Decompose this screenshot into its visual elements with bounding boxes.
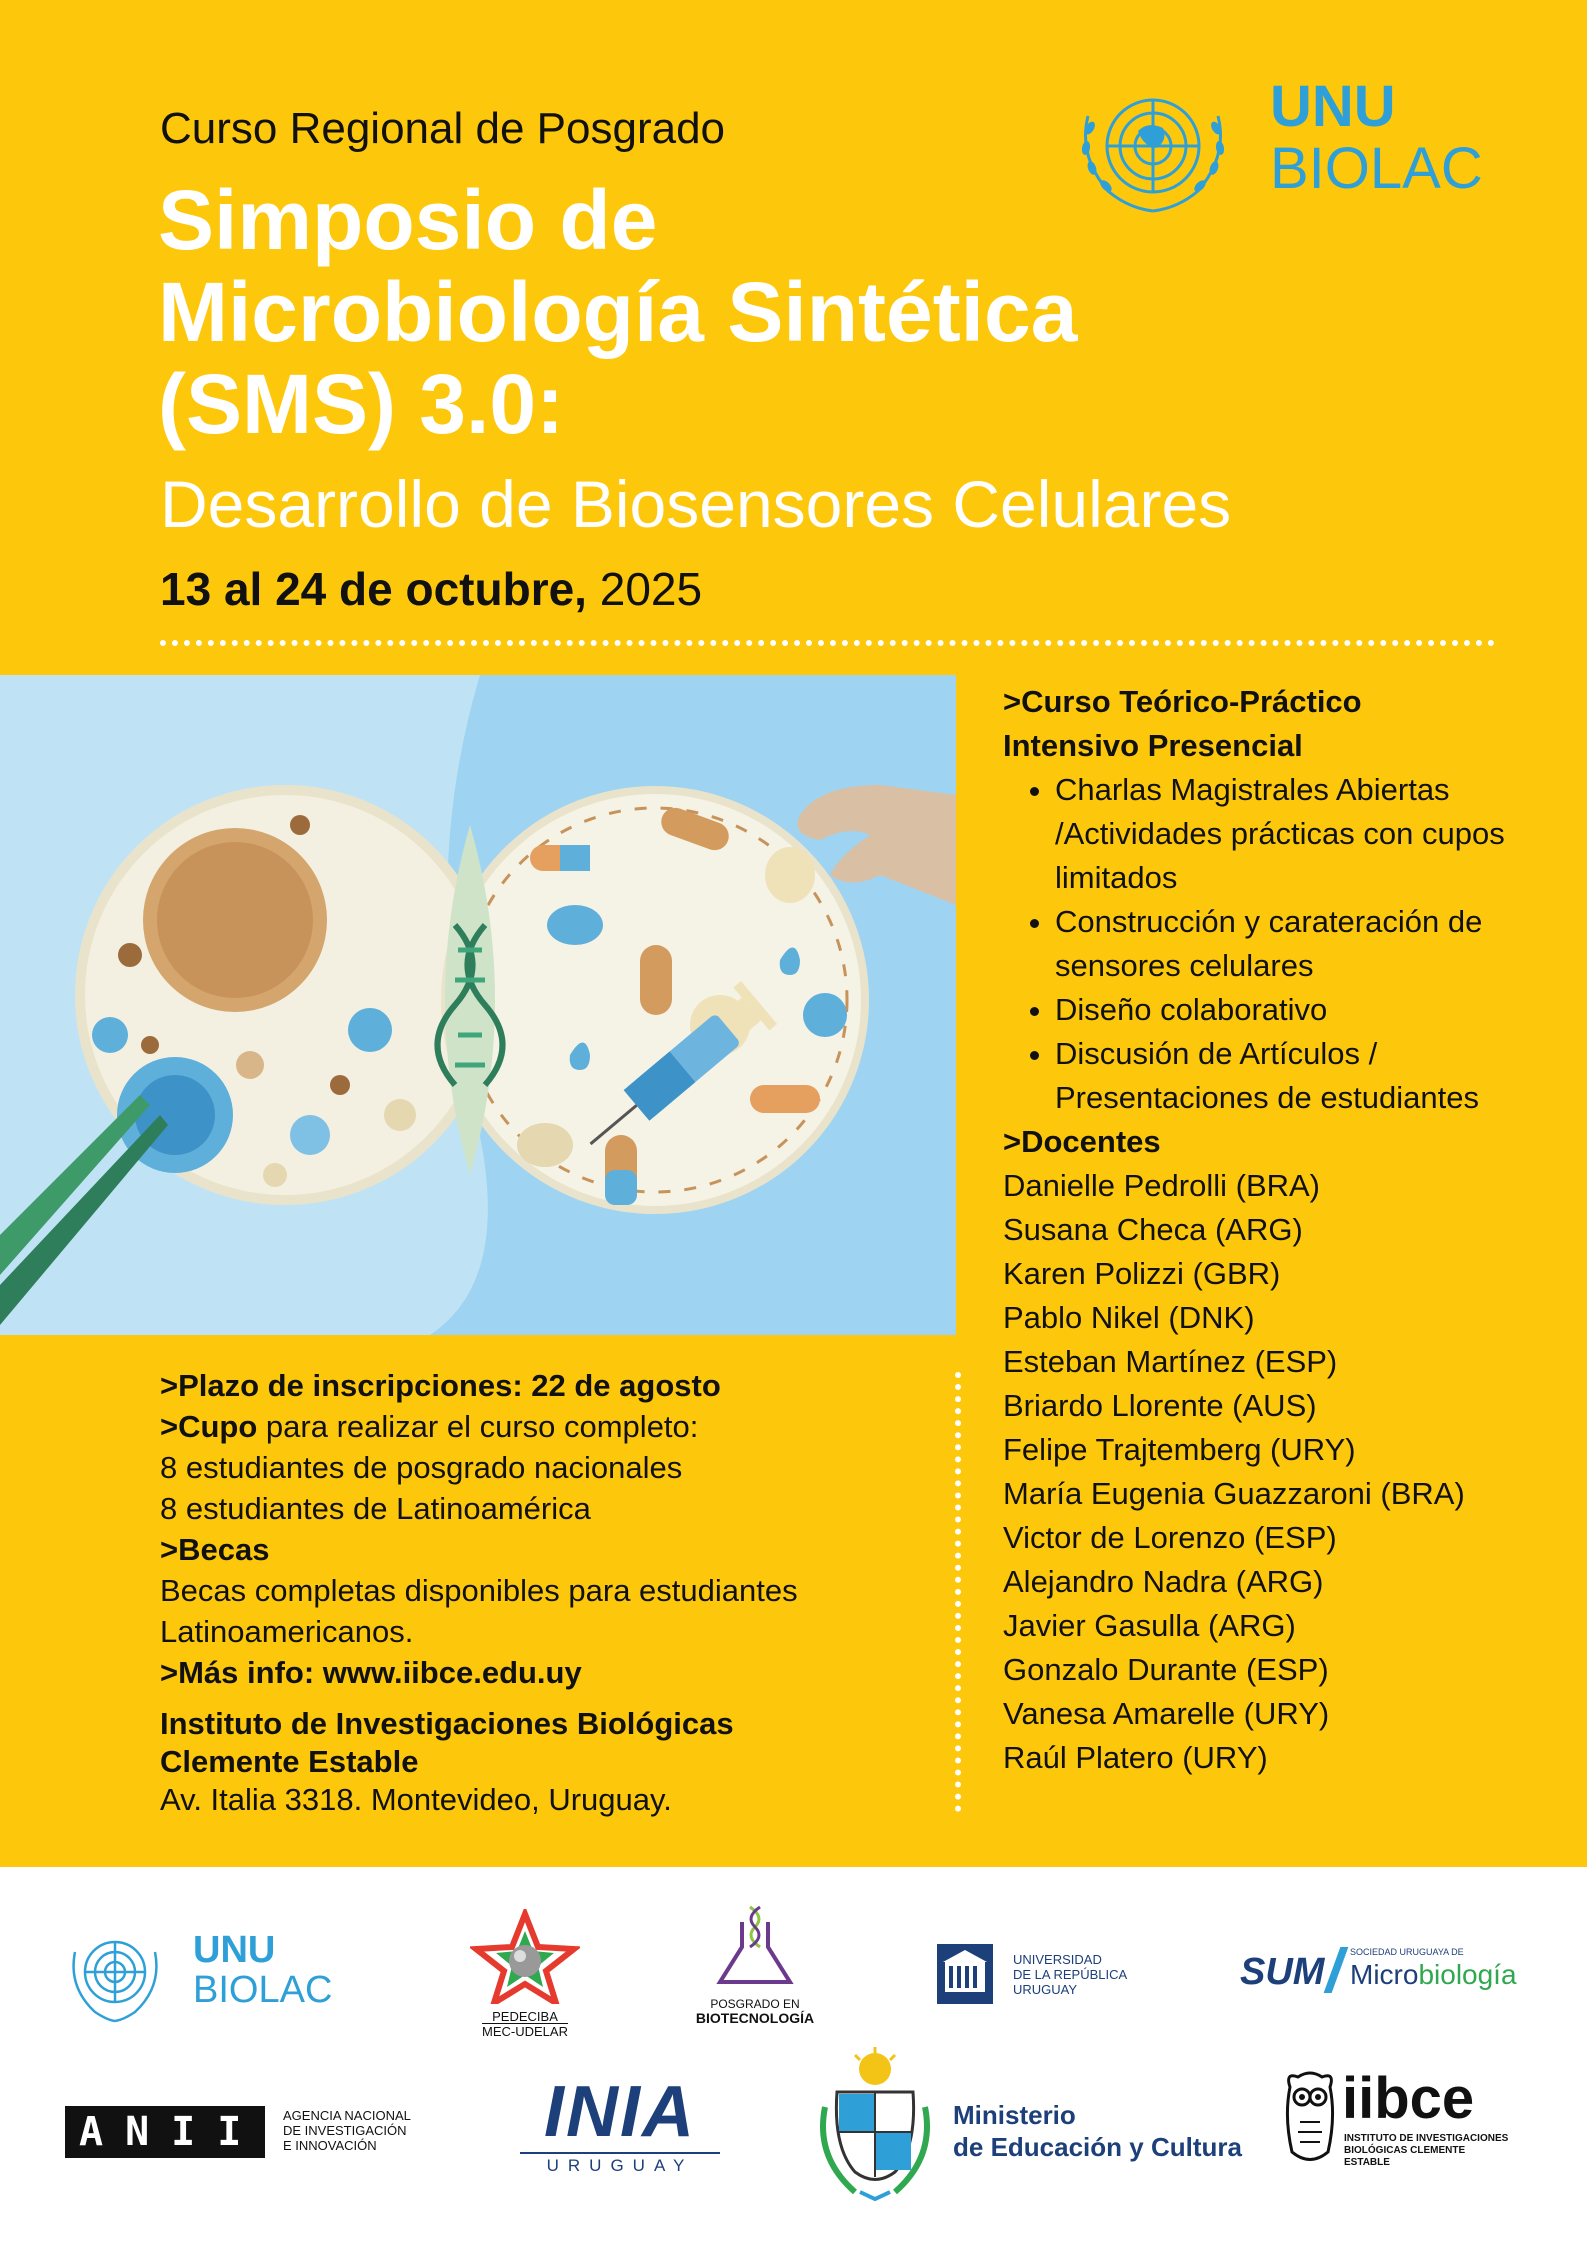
petri-dish-illustration — [0, 675, 956, 1335]
posgrado-text — [680, 1997, 830, 2025]
biolac-text: BIOLAC — [193, 1969, 333, 2011]
posgrado-line: POSGRADO EN — [710, 1997, 800, 2011]
docentes-heading: >Docentes — [1003, 1124, 1161, 1159]
pedeciba-line: MEC-UDELAR — [482, 2024, 568, 2039]
sum-name-a: Micro — [1350, 1959, 1419, 1990]
list-item: • Charlas Magistrales Abiertas /Actividades prácticas con cupos limitados — [1055, 768, 1563, 900]
list-item: • Discusión de Artículos / Presentaciones de estudiantes — [1055, 1032, 1563, 1120]
owl-icon — [1280, 2067, 1340, 2171]
sum-small-text: SOCIEDAD URUGUAYA DE — [1350, 1947, 1464, 1957]
docente-item: Javier Gasulla (ARG) — [1003, 1608, 1296, 1643]
docente-item: Karen Polizzi (GBR) — [1003, 1256, 1281, 1291]
institute-name — [160, 1705, 950, 1781]
docente-item: Susana Checa (ARG) — [1003, 1212, 1303, 1247]
course-activities-list — [1003, 768, 1563, 1120]
institute-address: Av. Italia 3318. Montevideo, Uruguay. — [160, 1782, 672, 1817]
posgrado-biotecnologia-logo — [680, 1902, 830, 2042]
udelar-line: DE LA REPÚBLICA — [1013, 1967, 1128, 1982]
slash-divider — [1324, 1947, 1349, 1993]
unu-text: UNU — [193, 1929, 276, 1971]
docente-item: Esteban Martínez (ESP) — [1003, 1344, 1338, 1379]
sum-acronym: SUM — [1240, 1951, 1325, 1993]
course-heading: >Curso Teórico-Práctico — [1003, 684, 1362, 719]
registration-info — [160, 1365, 950, 1819]
iibce-name: iibce — [1342, 2066, 1475, 2131]
cupo-line — [160, 1406, 950, 1447]
pedeciba-text — [470, 2009, 580, 2039]
udelar-line: URUGUAY — [1013, 1982, 1078, 1997]
institute-line: Instituto de Investigaciones Biológicas — [160, 1706, 734, 1741]
star-icon — [470, 1909, 580, 2004]
iibce-line: INSTITUTO DE INVESTIGACIONES — [1344, 2133, 1509, 2144]
docente-item: María Eugenia Guazzaroni (BRA) — [1003, 1476, 1465, 1511]
iibce-text — [1344, 2133, 1510, 2169]
dotted-divider — [160, 640, 1495, 646]
un-emblem-icon — [65, 1927, 165, 2027]
deadline: >Plazo de inscripciones: 22 de agosto — [160, 1368, 721, 1403]
iibce-line: BIOLÓGICAS CLEMENTE ESTABLE — [1344, 2145, 1466, 2168]
dotted-divider-vertical — [955, 1372, 961, 1812]
anii-line: AGENCIA NACIONAL — [283, 2108, 411, 2123]
date-range: 13 al 24 de octubre, — [160, 563, 587, 615]
pedeciba-logo — [470, 1909, 580, 2039]
becas-heading: >Becas — [160, 1532, 270, 1567]
docente-item: Raúl Platero (URY) — [1003, 1740, 1268, 1775]
un-emblem-icon — [1068, 76, 1238, 226]
inia-name: INIA — [544, 2072, 696, 2152]
list-item: • Construcción y carateración de sensores celulares — [1055, 900, 1563, 988]
udelar-logo — [935, 1942, 1155, 2012]
docente-item: Alejandro Nadra (ARG) — [1003, 1564, 1324, 1599]
tagline: Desarrollo de Biosensores Celulares — [160, 467, 1232, 541]
pedeciba-line: PEDECIBA — [492, 2009, 558, 2024]
sum-name-b: biología — [1418, 1959, 1517, 1990]
sum-name — [1350, 1959, 1517, 1991]
anii-acronym: ANII — [65, 2106, 265, 2158]
docente-item: Felipe Trajtemberg (URY) — [1003, 1432, 1356, 1467]
flask-icon — [680, 1902, 830, 1992]
university-building-icon — [935, 1942, 995, 2006]
unu-biolac-partner-logo — [65, 1922, 365, 2032]
unu-biolac-wordmark — [1270, 76, 1483, 200]
sum-logo — [1240, 1947, 1520, 2007]
udelar-line: UNIVERSIDAD — [1013, 1952, 1102, 1967]
docente-item: Vanesa Amarelle (URY) — [1003, 1696, 1330, 1731]
unu-biolac-logo — [1068, 76, 1518, 226]
cupo-label: >Cupo — [160, 1409, 258, 1444]
mec-line: Ministerio — [953, 2100, 1076, 2130]
title-line: Simposio de — [158, 173, 658, 267]
cupo-text: para realizar el curso completo: — [257, 1409, 699, 1444]
anii-text — [283, 2108, 411, 2153]
title-line: (SMS) 3.0: — [158, 357, 565, 451]
institute-line: Clemente Estable — [160, 1744, 419, 1779]
docente-item: Danielle Pedrolli (BRA) — [1003, 1168, 1321, 1203]
course-details — [1003, 680, 1563, 1780]
date-year: 2025 — [599, 563, 703, 615]
list-item: • Diseño colaborativo — [1055, 988, 1563, 1032]
event-date — [160, 562, 702, 616]
inia-country: URUGUAY — [546, 2156, 694, 2175]
uruguay-coat-of-arms-icon — [815, 2047, 935, 2207]
docente-item: Pablo Nikel (DNK) — [1003, 1300, 1255, 1335]
unu-text: UNU — [1270, 74, 1396, 139]
becas-text: Becas completas disponibles para estudiantes Latinoamericanos. — [160, 1573, 798, 1649]
docente-item: Briardo Llorente (AUS) — [1003, 1388, 1317, 1423]
iibce-logo — [1280, 2067, 1510, 2177]
mec-line: de Educación y Cultura — [953, 2132, 1242, 2162]
posgrado-line: BIOTECNOLOGÍA — [695, 2010, 815, 2026]
course-type: Curso Regional de Posgrado — [160, 104, 726, 153]
title-line: Microbiología Sintética — [158, 265, 1078, 359]
inia-logo — [510, 2072, 730, 2182]
anii-logo — [65, 2102, 425, 2162]
anii-line: E INNOVACIÓN — [283, 2138, 377, 2153]
anii-line: DE INVESTIGACIÓN — [283, 2123, 407, 2138]
mec-logo — [815, 2047, 1275, 2217]
more-info-link[interactable]: >Más info: www.iibce.edu.uy — [160, 1655, 582, 1690]
docente-item: Gonzalo Durante (ESP) — [1003, 1652, 1329, 1687]
partner-logos — [0, 1867, 1587, 2245]
mec-text — [953, 2099, 1242, 2163]
course-heading: Intensivo Presencial — [1003, 728, 1303, 763]
docente-item: Victor de Lorenzo (ESP) — [1003, 1520, 1337, 1555]
biolac-text: BIOLAC — [1270, 136, 1483, 201]
cupo-national: 8 estudiantes de posgrado nacionales — [160, 1450, 683, 1485]
udelar-text — [1013, 1952, 1127, 1997]
cupo-latam: 8 estudiantes de Latinoamérica — [160, 1491, 591, 1526]
